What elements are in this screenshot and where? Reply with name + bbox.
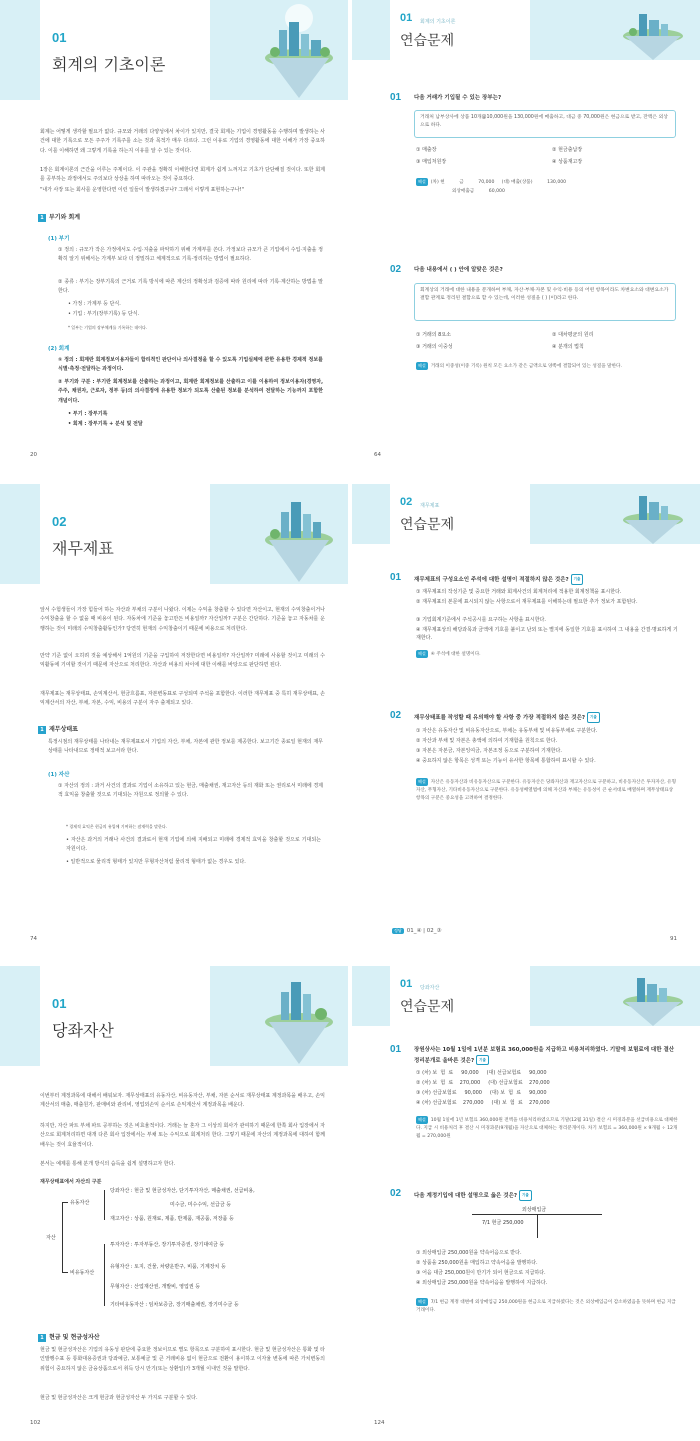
diagram-leaf: 기타비유동자산 : 임차보증금, 장기매출채권, 장기미수금 등 [110, 1302, 239, 1308]
page-number: 74 [30, 936, 37, 942]
bookkeeping-business: • 기업 : 부기(장부기록) 등 단식. [68, 311, 140, 317]
answer-option[interactable]: ③ 거래의 이중성 [416, 344, 453, 350]
bookkeeping-summary: • 부기 : 장부기록 [68, 411, 108, 417]
explanation-badge: 해설 [418, 179, 426, 184]
intro-paragraph-3: 본서는 예제를 통해 분개 방식의 습득을 쉽게 설명하고자 한다. [40, 1161, 176, 1167]
diagram-leaf: 투자자산 : 투자부동산, 장기투자증권, 장기대여금 등 [110, 1242, 225, 1248]
answer-option[interactable]: ② (차) 보 험 료 270,000 (대) 선급보험료 270,000 [416, 1080, 550, 1086]
t-account-title: 외상매입금 [522, 1207, 547, 1213]
chapter-title: 당좌자산 [52, 1021, 114, 1040]
subheading-assets: (1) 자산 [48, 772, 70, 778]
exam-tag: 기출 [587, 712, 600, 723]
textbook-page-102 [0, 966, 348, 1441]
city-island-illustration [255, 484, 345, 584]
bookkeeping-home: • 가정 : 가계부 등 단식. [68, 301, 121, 307]
diagram-root: 자산 [46, 1235, 56, 1241]
exercise-title: 연습문제 [400, 517, 455, 533]
section-title: 부기와 회계 [49, 214, 81, 221]
answer-option[interactable]: ④ 상품재고장 [552, 159, 583, 165]
question-text [414, 1190, 676, 1201]
diagram-branch: 비유동자산 [70, 1270, 95, 1276]
answer-option[interactable]: ② 현금출납장 [552, 147, 583, 153]
answer-explanation [416, 650, 676, 659]
intro-quote: "내가 사장 또는 회사를 운영한다면 이런 일들이 발생하겠구나? 그래서 이렇게 표현하는구나!" [40, 187, 244, 193]
city-island-illustration [255, 0, 345, 100]
answer-option[interactable]: ③ 기업회계기준에서 주석공시를 요구하는 사항을 표시한다. [416, 617, 546, 623]
footnote: * 경제적 효익은 현금의 유입에 기여하는 잠재력을 말한다. [66, 824, 168, 829]
section-title: 재무상태표 [49, 726, 78, 733]
explanation-badge: 해설 [418, 651, 426, 656]
explanation-badge: 해설 [418, 363, 426, 368]
intro-paragraph-3: 재무제표는 재무상태표, 손익계산서, 현금흐름표, 자본변동표로 구성되며 주석을 포함한다. 이러한 재무제표 중 특히 재무상태표, 손익계산서의 자산, 부채, 자본, 수익, 비용의 구분이 자주 출제되고 있다. [40, 691, 325, 707]
answer-option[interactable]: ① 자산은 유동자산 및 비유동자산으로, 부채는 유동부채 및 비유동부채로 구분한다. [416, 728, 598, 734]
answer-option[interactable]: ③ (차) 선급보험료 90,000 (대) 보 험 료 90,000 [416, 1090, 547, 1096]
textbook-page-74 [0, 484, 348, 960]
question-text: 다음 거래가 기입될 수 있는 장부는? [414, 95, 502, 101]
intro-paragraph: 회계는 어떻게 생각할 필요가 없다. 규모와 거래의 다양성에서 차이가 있지만, 결국 회계는 기업이 경영활동을 수행하며 발생하는 사건에 대한 기록으로 모든 주주가 기록주를 소는 것과 목적가 매우 다르다. 그런 이유로 기업의 경영활동에 대한 이해가 가장 중요하다. 이를 이해하면 왜 그렇게 기록을 하는지 이유를 알 수 있는 것이다. [40, 129, 325, 154]
chapter-number: 02 [400, 496, 413, 508]
accounting-definition: ① 정의 : 회계란 회계정보이용자들이 합리적인 판단이나 의사결정을 할 수 있도록 기업실체에 관한 유용한 경제적 정보를 식별·측정·전달하는 과정이다. [58, 357, 323, 373]
subheading-accounting: (2) 회계 [48, 346, 70, 352]
diagram-leaf: 무형자산 : 산업재산권, 개발비, 영업권 등 [110, 1284, 201, 1290]
question-stem: 장원상사는 10월 1일에 1년분 보험료 360,000원을 지급하고 비용처리하였다. 기말에 보험료에 대한 결산정리분개로 올바른 것은? [414, 1047, 675, 1064]
chapter-subtitle: 재무제표 [420, 503, 440, 509]
t-account-debit: 7/1 현금 250,000 [482, 1220, 524, 1226]
diagram-leaf: 미수금, 미수수익, 선급금 등 [170, 1202, 232, 1208]
explanation-text: 10월 1일에 1년 보험료 360,000원 전액을 비용처리하였으므로 기말(12월 31일) 결산 시 미경과분을 선급비용으로 대체한다. 지급 시 비용처리 후 결산 시 미경과분(9개월)을 자산으로 대체하는 정리분개이다. 차기 보험료 = 360,000원 × 9개월 ÷ 12개월 = 270,000원 [416, 1118, 678, 1139]
question-context-box: 거래처 남부상사에 상품 10개@10,000원을 130,000원에 매출하고, 대금 중 70,000원은 현금으로 받고, 잔액은 외상으로 하다. [414, 110, 676, 138]
answer-option[interactable]: ① 매출장 [416, 147, 437, 153]
city-island-illustration [255, 966, 345, 1066]
answer-option[interactable]: ① (차) 보 험 료 90,000 (대) 선급보험료 90,000 [416, 1070, 547, 1076]
asset-bullet-2: • 일반적으로 물리적 형태가 있지만 무형자산처럼 물리적 형태가 없는 경우도 있다. [66, 859, 246, 865]
answer-explanation [416, 1298, 678, 1315]
intro-paragraph-2: 하지만, 자산 파트 부채 파트 공부하는 것은 비효율적이다. 거래는 늘 혼자 그 이상의 회사가 관여하기 때문에 한쪽 회사 입장에서 자산으로 회계처리하면 대개 다른 회사 입장에서는 부채 또는 수익으로 회계처리 한다. 그렇기 때문에 자산의 계정과목에 대하여 함께 배우는 것이 효율적이다. [40, 1123, 325, 1148]
journal-line-1: (차) 현 금 70,000 (대) 매출(상품) 130,000 [430, 180, 567, 185]
section-number: 1 [38, 726, 46, 734]
question-number: 02 [390, 710, 402, 721]
chapter-number: 01 [52, 30, 67, 45]
chapter-title: 회계의 기초이론 [52, 55, 166, 74]
answer-option[interactable]: ④ 재무제표상의 해당과목과 금액에 기호를 붙이고 난외 또는 별지에 동일한 기호를 표시하여 그 내용을 간결·명료하게 기재한다. [416, 627, 678, 641]
diagram-leaf: 당좌자산 : 현금 및 현금성자산, 단기투자자산, 매출채권, 선급비용, [110, 1188, 255, 1194]
answer-option[interactable]: ① 재무제표의 작성기준 및 중요한 거래와 회계사건의 회계처리에 적용한 회계정책을 표시한다. [416, 589, 622, 595]
answer-option[interactable]: ③ 매입처원장 [416, 159, 447, 165]
answer-explanation [416, 178, 676, 187]
chapter-subtitle: 회계의 기초이론 [420, 19, 456, 25]
section-description: 특정시점의 재무상태를 나타내는 재무제표로서 기업의 자산, 부채, 자본에 관한 정보를 제공한다. 보고기간 종료일 현재의 재무상태를 나타내므로 정태적 보고서라 한다. [48, 739, 323, 755]
chapter-title-card [40, 484, 210, 584]
floating-island-illustration [607, 966, 697, 1026]
section-heading [38, 212, 80, 222]
answer-option[interactable]: ② 재무제표의 본문에 표시되지 않는 사항으로서 재무제표를 이해하는데 필요한 추가 정보가 포함된다. [416, 599, 638, 605]
diagram-connector [62, 1202, 68, 1203]
diagram-connector [62, 1272, 68, 1273]
page-number: 64 [374, 452, 381, 458]
exam-tag: 기출 [571, 574, 584, 585]
subheading-bookkeeping: (1) 부기 [48, 236, 70, 242]
question-number: 02 [390, 1188, 402, 1199]
diagram-connector [104, 1244, 105, 1306]
question-text [414, 574, 676, 585]
explanation-text: 자산은 유동자산과 비유동자산으로 구분한다. 유동자산은 당좌자산과 재고자산으로 구분하고, 비유동자산은 투자자산, 유형자산, 무형자산, 기타비유동자산으로 구분한다. 유동성배열법에 의해 자산과 부채는 유동성이 큰 순서대로 배열하며 재무상태표상 항목의 구분은 중요성을 고려하여 결정한다. [416, 780, 677, 801]
answer-key-badge: 정답 [394, 928, 402, 933]
answer-option[interactable]: ④ (차) 선급보험료 270,000 (대) 보 험 료 270,000 [416, 1100, 550, 1106]
floating-island-illustration [607, 484, 697, 544]
chapter-title-card [40, 966, 210, 1066]
answer-explanation [416, 1116, 678, 1140]
question-stem: 재무상태표를 작성할 때 유의해야 할 사항 중 가장 적절하지 않은 것은? [414, 714, 586, 721]
diagram-leaf: 유형자산 : 토지, 건물, 차량운반구, 비품, 기계장치 등 [110, 1264, 226, 1270]
chapter-number: 02 [52, 514, 67, 529]
explanation-badge: 해설 [418, 779, 426, 784]
floating-island-illustration [607, 0, 697, 60]
exam-tag: 기출 [519, 1190, 532, 1201]
section-title: 현금 및 현금성자산 [49, 1334, 100, 1341]
diagram-title: 재무상태표에서 자산의 구분 [40, 1179, 102, 1185]
answer-option[interactable]: ③ 어음 대금 250,000원이 만기가 되어 현금으로 지급하다. [416, 1270, 546, 1276]
textbook-page-91 [352, 484, 700, 960]
section-heading [38, 724, 78, 734]
answer-option[interactable]: ② 자산과 부채 및 자본은 총액에 의하여 기재함을 원칙으로 한다. [416, 738, 558, 744]
asset-bullet-1: • 자산은 과거의 거래나 사건의 결과로서 현재 기업에 의해 지배되고 미래에 경제적 효익을 창출할 것으로 기대되는 자원이다. [66, 837, 321, 853]
chapter-title: 재무제표 [52, 539, 114, 558]
question-number: 01 [390, 92, 402, 103]
question-number: 01 [390, 572, 402, 583]
textbook-page-64 [352, 0, 700, 478]
explanation-text: 거래의 이중성(이중 기록) 원칙 모든 요소가 같은 금액으로 양쪽에 결합되어 있는 성질을 말한다. [430, 364, 622, 369]
question-stem: 재무제표의 구성요소인 주석에 대한 설명이 적절하지 않은 것은? [414, 576, 569, 583]
diagram-connector [104, 1190, 105, 1220]
section-description-2: 현금 및 현금성자산은 크게 현금과 현금성자산 두 가지로 구분할 수 있다. [40, 1395, 198, 1401]
answer-key [392, 928, 441, 934]
intro-paragraph: 이번부터 계정과목에 대해서 배워보자. 재무상태표의 유동자산, 비유동자산, 부채, 자본 순서로 재무상태표 계정과목을 배우고, 손익계산서의 매출, 매출원가, 판매비와 관리비, 영업외손익 순서로 손익계산서 계정과목을 배운다. [40, 1093, 325, 1109]
intro-paragraph-2: 1장은 회계이론의 근간을 이루는 주제이다. 이 주관을 정확히 이해한다면 회계가 쉽게 느껴지고 기초가 단단해질 것이다. 또한 회계를 공부하는 과정에서도 주의보다 상상을 하며 따라오는 것이 중요하다. [40, 167, 325, 183]
explanation-badge: 해설 [418, 1299, 426, 1304]
answer-option[interactable]: ② 상품을 250,000원을 매입하고 약속어음을 발행하다. [416, 1260, 538, 1266]
asset-definition: ① 자산의 정의 : 과거 사건의 결과로 기업이 소유하고 있는 현금, 매출채권, 재고자산 등의 재화 또는 권리로서 미래에 경제적 효익을 창출할 것으로 기대되는 자원으로 정의할 수 있다. [58, 783, 323, 799]
accounting-vs-bookkeeping: ② 부기와 구분 : 부기란 회계정보를 산출하는 과정이고, 회계란 회계정보를 산출하고 이를 이용하여 정보이용자(경영자, 주주, 채권자, 근로자, 정부 등)의 의사결정에 유용한 정보가 되도록 산출된 정보를 분석하여 전달하는 기능까지 포함한 개념이다. [58, 379, 323, 404]
journal-line-2: 외상매출금 60,000 [452, 189, 505, 194]
textbook-page-124 [352, 966, 700, 1441]
question-number: 02 [390, 264, 402, 275]
answer-explanation [416, 778, 678, 802]
bookkeeping-definition: ① 정의 : 규모가 작은 가정에서도 수입·지출을 파악하기 위해 가계부를 쓴다. 가정보다 규모가 큰 기업에서 수입·지출을 정확히 알기 위해서는 가계부 보다 더 정밀하고 체계적으로 기록·정리하는 방법이 필요하다. [58, 247, 323, 263]
answer-option[interactable]: ④ 외상매입금 250,000원을 약속어음을 발행하여 지급하다. [416, 1280, 548, 1286]
page-number: 91 [670, 936, 677, 942]
answer-option[interactable]: ① 거래의 8요소 [416, 332, 451, 338]
question-text [414, 712, 676, 723]
explanation-badge: 해설 [418, 1117, 426, 1122]
chapter-number: 01 [400, 12, 413, 24]
textbook-page-20 [0, 0, 348, 478]
section-heading [38, 1332, 100, 1342]
chapter-title-card [40, 0, 210, 100]
chapter-number: 01 [400, 978, 413, 990]
section-description: 현금 및 현금성자산은 기업의 유동성 판단에 중요한 정보이므로 별도 항목으로 구분하여 표시한다. 현금 및 현금성자산은 통화 및 타인발행수표 등 통화대용증권과 당좌예금, 보통예금 및 큰 거래비용 없이 현금으로 전환이 용이하고 이자율 변동에 따른 가치변동의 위험이 중요하지 않은 금융상품으로서 취득 당시 만기(또는 상환일)가 3개월 이내인 것을 말한다. [40, 1347, 325, 1372]
intro-paragraph-2: 만약 기준 없이 오히려 것을 예상해서 1억원의 기준을 구입하여 저장한다면 비용일까? 자산일까? 미래에 사용할 것이고 미래의 수익활동에 기여할 것이기 때문에 자산으로 처리한다. 자산과 비용의 차이에 대한 이해를 바탕으로 판단하면 된다. [40, 653, 325, 669]
t-account-center-line [537, 1214, 538, 1238]
diagram-branch: 유동자산 [70, 1200, 90, 1206]
bookkeeping-types: ② 종류 : 부기는 장부기록의 근거로 기록 방식에 따른 계산의 정확성과 검증에 따라 원리에 따라 기록·계산하는 방법을 말한다. [58, 279, 323, 295]
page-number: 102 [30, 1420, 41, 1426]
answer-option[interactable]: ③ 자본은 자본금, 자본잉여금, 자본조정 등으로 구분하여 기재한다. [416, 748, 562, 754]
section-number: 1 [38, 214, 46, 222]
page-number: 20 [30, 452, 37, 458]
diagram-connector [62, 1202, 63, 1272]
explanation-text: 7/1 현금 계정 대변에 외상매입금 250,000원을 현금으로 지급하였다는 것은 외상매입금이 감소하였음을 뜻하며 현금 지급 거래이다. [416, 1300, 676, 1313]
answer-option[interactable]: ① 외상매입금 250,000원을 약속어음으로 받다. [416, 1250, 522, 1256]
exam-tag: 기출 [476, 1055, 489, 1066]
question-text: 다음 내용에서 ( ) 안에 알맞은 것은? [414, 267, 503, 273]
exercise-title: 연습문제 [400, 33, 455, 49]
answer-option[interactable]: ④ 분개의 법칙 [552, 344, 584, 350]
question-context-box: 회계상의 거래에 대한 내용을 분개하여 부채, 자산·부채·자본 및 수익·비용 등의 어떤 항목이라도 차변요소와 대변요소가 결합 관계로 정리된 결합으로 할 수 있는데, 이러한 성질을 ( ) (이)라고 한다. [414, 283, 676, 321]
chapter-subtitle: 당좌자산 [420, 985, 440, 991]
page-number: 124 [374, 1420, 385, 1426]
diagram-leaf: 재고자산 : 상품, 원재료, 제품, 반제품, 재공품, 저장품 등 [110, 1216, 234, 1222]
answer-option[interactable]: ④ 중요하지 않은 항목은 성격 또는 기능이 유사한 항목에 통합하여 표시할 수 있다. [416, 758, 596, 764]
question-text [414, 1046, 676, 1065]
accounting-summary: • 회계 : 장부기록 + 분석 및 전달 [68, 421, 143, 427]
answer-key-values: 01_④ | 02_③ [406, 928, 442, 934]
chapter-number: 01 [52, 996, 67, 1011]
footnote: * 일부는 기업의 장부체계를 기록하는 데이다. [68, 325, 148, 330]
question-stem: 다음 계정기입에 대한 설명으로 옳은 것은? [414, 1192, 518, 1199]
intro-paragraph: 앞서 수험생들이 가장 힘들어 하는 자산과 부채의 구분이 나왔다. 이제는 수익을 창출할 수 있다면 자산이고, 현재의 수익창출이거나 수익창출을 할 수 없을 때 비용이 된다. 자동차에 기준을 놓고만든 비용일까? 자산일까? 구분은 간단하다. 기준을 놓고 자동차를 운행하는 것이 미래의 수익창출활동인가? 당연히 현재의 수익창출이기 때문에 비용으로 처리한다. [40, 607, 325, 632]
explanation-text: ④ 주석에 대한 설명이다. [430, 652, 481, 657]
section-number: 1 [38, 1334, 46, 1342]
exercise-title: 연습문제 [400, 999, 455, 1015]
answer-explanation [416, 362, 678, 371]
question-number: 01 [390, 1044, 402, 1055]
answer-option[interactable]: ② 대차평균의 원리 [552, 332, 594, 338]
